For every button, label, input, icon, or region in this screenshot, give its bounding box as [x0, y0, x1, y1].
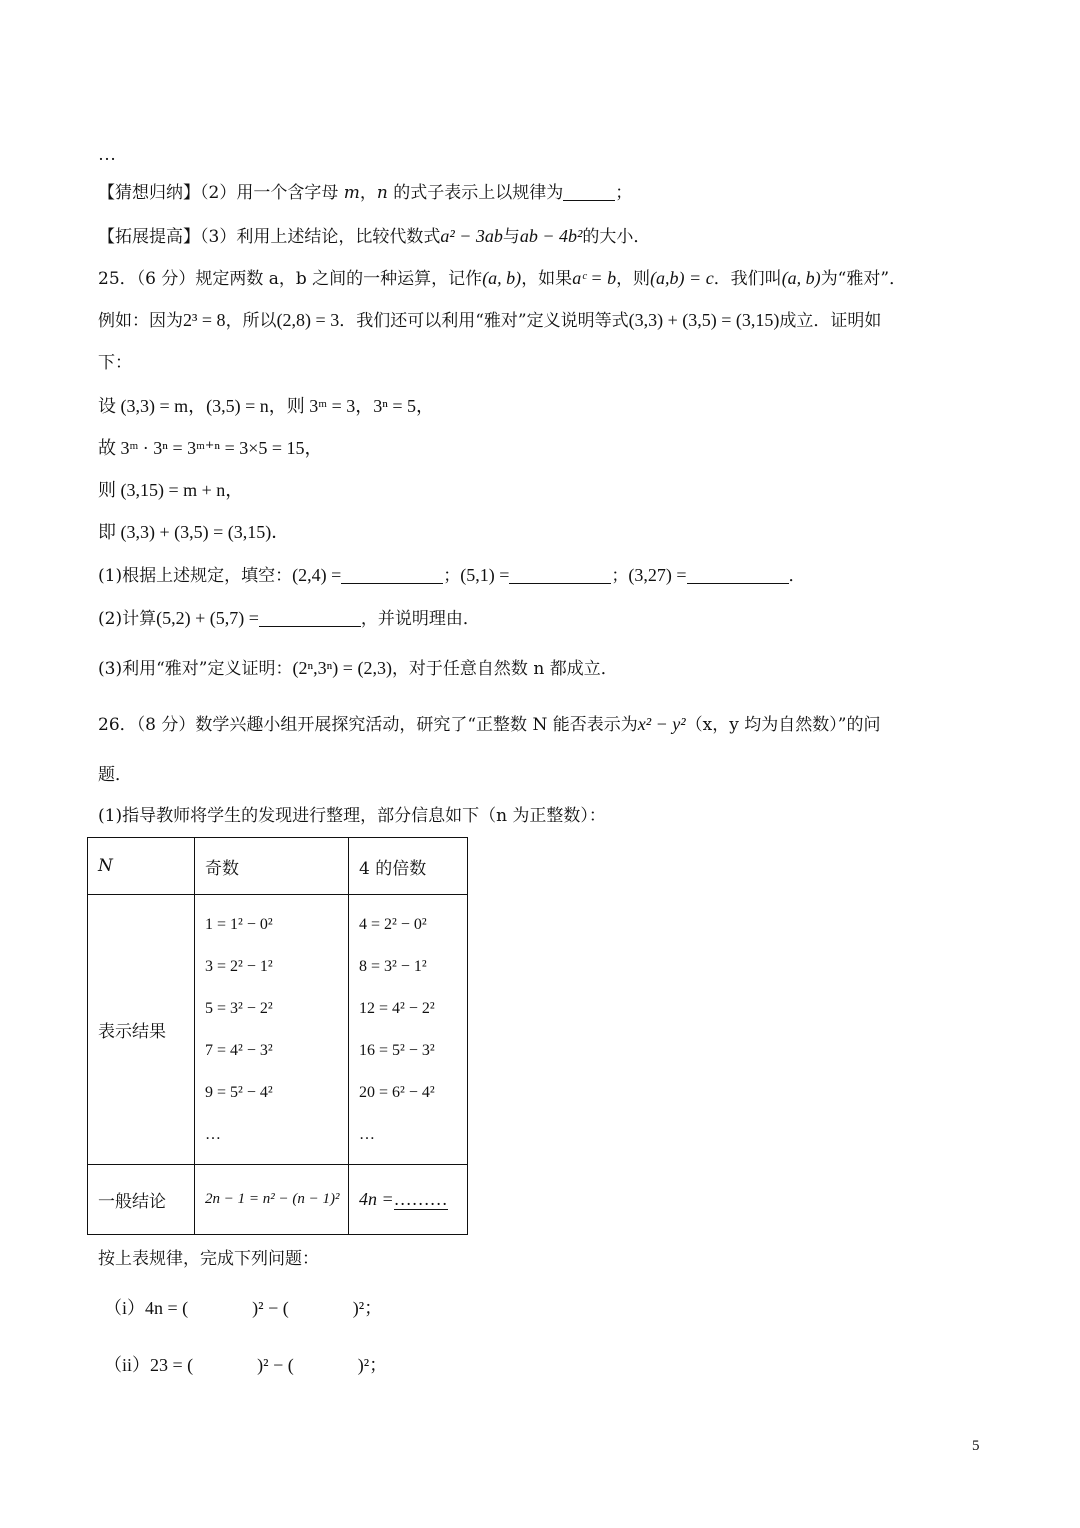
math-expr: (3,3) + (3,5) = (3,15) [628, 310, 780, 330]
q25-part1 [98, 563, 806, 588]
text: (3)利用“雅对”定义证明： [98, 659, 293, 679]
text: 例如：因为 [98, 311, 183, 331]
text: 的式子表示上以规律为 [393, 183, 564, 203]
math-expr: aᶜ = b [572, 268, 617, 288]
q24-guess-line [98, 181, 632, 205]
q26-i [104, 1296, 382, 1320]
text: 为“雅对”． [820, 269, 907, 289]
proof-line-4: 即 (3,3) + (3,5) = (3,15)． [98, 522, 290, 542]
answer-blank[interactable] [259, 608, 361, 627]
text: ．我们叫 [713, 269, 782, 289]
text: 【猜想归纳】（2）用一个含字母 [98, 183, 339, 203]
text: ，所以 [225, 311, 277, 331]
q25-line1 [98, 266, 906, 291]
text: ； [443, 566, 461, 586]
ellipsis: … [98, 144, 116, 164]
math-expr: (2,8) = 3 [276, 310, 340, 330]
odd-result-item: 9 = 5² − 4² [205, 1083, 273, 1101]
math-expr: (a,b) = c [650, 268, 714, 288]
q26-line1 [98, 712, 880, 737]
var-n: n [376, 183, 388, 203]
proof-line-2: 故 3ᵐ · 3ⁿ = 3ᵐ⁺ⁿ = 3×5 = 15， [98, 438, 323, 458]
odd-results [195, 895, 349, 1165]
q26-part1: (1)指导教师将学生的发现进行整理，部分信息如下（n 为正整数）： [98, 806, 606, 826]
math-expr: )² − ( [257, 1355, 294, 1375]
four-result-item: 12 = 4² − 2² [359, 999, 435, 1017]
four-result-item: 4 = 2² − 0² [359, 915, 427, 933]
math-expr: 2³ = 8 [183, 310, 226, 330]
four-result-item: … [359, 1125, 375, 1143]
page-number: 5 [972, 1438, 980, 1454]
text: ．我们还可以利用“雅对”定义说明等式 [339, 311, 629, 331]
text: 26．（8 分）数学兴趣小组开展探究活动，研究了“正整数 N 能否表示为 [98, 715, 638, 735]
var-m: m [343, 183, 360, 203]
math-expr: (5,1) = [460, 565, 510, 585]
odd-result-item: … [205, 1125, 221, 1143]
four-result-item: 20 = 6² − 4² [359, 1083, 435, 1101]
math-expr: ab − 4b² [519, 226, 583, 246]
four-conclusion [349, 1165, 468, 1235]
q25-line3: 下： [98, 353, 132, 373]
q26-line2: 题． [98, 765, 132, 785]
odd-result-item: 7 = 4² − 3² [205, 1041, 273, 1059]
q25-line2 [98, 308, 881, 333]
odd-result-item: 1 = 1² − 0² [205, 915, 273, 933]
odd-result-item: 3 = 2² − 1² [205, 957, 273, 975]
proof-line-3: 则 (3,15) = m + n， [98, 480, 244, 500]
math-expr: (2,4) = [292, 565, 342, 585]
text: ． [788, 566, 806, 586]
text: 25．（6 分）规定两数 a，b 之间的一种运算，记作 [98, 269, 483, 289]
math-expr: )² − ( [252, 1298, 289, 1318]
text: （i） [104, 1298, 146, 1318]
text: ，如果 [521, 269, 573, 289]
math-expr: a² − 3ab [440, 226, 503, 246]
text: （ii） [104, 1355, 151, 1375]
text: 【拓展提高】（3）利用上述结论，比较代数式 [98, 227, 441, 247]
text: ； [611, 566, 629, 586]
header-multiple-of-4: 4 的倍数 [349, 838, 468, 895]
math-expr: 4n = ( [145, 1298, 189, 1318]
q25-part3 [98, 656, 618, 681]
text: ，并说明理由． [360, 609, 480, 629]
q25-part2 [98, 606, 480, 631]
text: 与 [502, 227, 520, 247]
q26-follow: 按上表规律，完成下列问题： [98, 1249, 319, 1269]
math-expr: (3,27) = [628, 565, 687, 585]
text: 4n = [359, 1189, 394, 1209]
answer-blank[interactable] [341, 565, 443, 584]
proof-line-1: 设 (3,3) = m，(3,5) = n，则 3ᵐ = 3，3ⁿ = 5， [98, 396, 435, 416]
q24-extend-line [98, 224, 650, 249]
math-expr: 23 = ( [150, 1355, 194, 1375]
math-expr: )²； [357, 1355, 388, 1375]
odd-conclusion: 2n − 1 = n² − (n − 1)² [195, 1165, 349, 1235]
text: 的大小． [582, 227, 651, 247]
four-result-item: 8 = 3² − 1² [359, 957, 427, 975]
text: (2)计算 [98, 609, 157, 629]
row-label-conclusion: 一般结论 [88, 1165, 195, 1235]
math-expr: (a, b) [781, 268, 821, 288]
dotted-blank: ……… [393, 1189, 448, 1209]
text: 成立．证明如 [779, 311, 882, 331]
odd-result-item: 5 = 3² − 2² [205, 999, 273, 1017]
q26-ii [104, 1353, 387, 1377]
four-results [349, 895, 468, 1165]
text: ，对于任意自然数 n 都成立． [391, 659, 618, 679]
text: ； [615, 183, 633, 203]
math-expr: )²； [352, 1298, 383, 1318]
math-expr: x² − y² [637, 714, 686, 734]
row-label-results: 表示结果 [88, 895, 195, 1165]
answer-blank[interactable] [509, 565, 611, 584]
header-n: N [88, 838, 195, 895]
number-representation-table [87, 837, 468, 1235]
text: ， [359, 183, 377, 203]
text: ，则 [616, 269, 651, 289]
header-odd: 奇数 [195, 838, 349, 895]
four-result-item: 16 = 5² − 3² [359, 1041, 435, 1059]
math-expr: (a, b) [482, 268, 522, 288]
answer-blank[interactable] [563, 182, 615, 201]
text: (1)根据上述规定，填空： [98, 566, 293, 586]
text: （x，y 均为自然数）”的问 [685, 715, 881, 735]
math-expr: (5,2) + (5,7) = [156, 608, 259, 628]
answer-blank[interactable] [687, 565, 789, 584]
math-expr: (2ⁿ,3ⁿ) = (2,3) [292, 658, 392, 678]
